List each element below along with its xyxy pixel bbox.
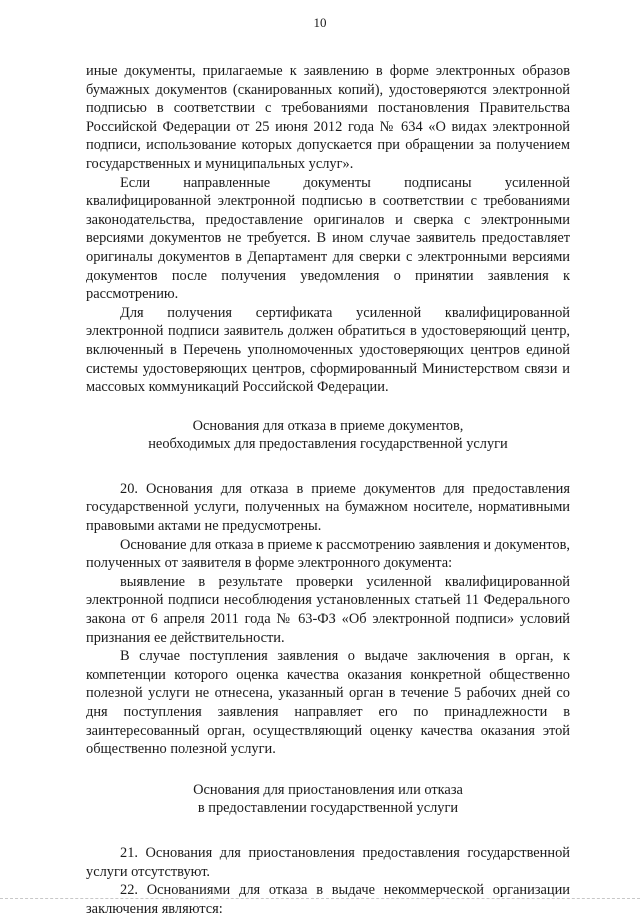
paragraph: Для получения сертификата усиленной квалифицированной электронной подписи заявитель должен обратиться в удостоверяющий центр, включенный в Перечень уполномоченных удостоверяющих центров единой системы удостоверяющих центров, сформированный Министерством связи и массовых коммуникаций Российской Федерации. <box>86 304 570 396</box>
paragraph: Основание для отказа в приеме к рассмотрению заявления и документов, полученных от заявителя в форме электронного документа: <box>86 536 570 572</box>
section-heading-line: необходимых для предоставления государственной услуги <box>148 436 508 453</box>
section-heading <box>86 417 570 454</box>
section-body <box>86 480 570 759</box>
paragraph: 20. Основания для отказа в приеме документов для предоставления государственной услуги, полученных на бумажном носителе, нормативными правовыми актами не предусмотрены. <box>86 480 570 535</box>
page-bottom-edge <box>0 898 640 901</box>
section-heading <box>86 781 570 818</box>
paragraph: В случае поступления заявления о выдаче заключения в орган, к компетенции которого оценка качества оказания конкретной общественно полезной услуги не отнесена, указанный орган в течение 5 рабочих дней со дня поступления заявления направляет его по принадлежности в заинтересованный орган, осуществляющий оценку качества оказания этой общественно полезной услуги. <box>86 648 570 758</box>
paragraph: Если направленные документы подписаны усиленной квалифицированной электронной подписью в соответствии с требованиями законодательства, предоставление оригиналов и сверка с электронными версиями документов не требуется. В ином случае заявитель предоставляет оригиналы документов в Департамент для сверки с электронными версиями документов после получения уведомления о принятии заявления к рассмотрению. <box>86 174 570 303</box>
paragraph: выявление в результате проверки усиленной квалифицированной электронной подписи несоблюдения установленных статьей 11 Федерального закона от 6 апреля 2011 года № 63-ФЗ «Об электронной подписи» условий признания ее действительности. <box>86 573 570 646</box>
paragraph: 21. Основания для приостановления предоставления государственной услуги отсутствуют. <box>86 844 570 880</box>
section-heading-line: Основания для отказа в приеме документов, <box>192 417 464 434</box>
paragraph: 22. Основаниями для отказа в выдаче некоммерческой организации заключения являются: <box>86 882 570 917</box>
section-body <box>86 844 570 918</box>
paragraph: иные документы, прилагаемые к заявлению в форме электронных образов бумажных документов (сканированных копий), удостоверяются электронной подписью в соответствии с требованиями постановления Правительства Российской Федерации от 25 июня 2012 года № 634 «О видах электронной подписи, использование которых допускается при обращении за получением государственных и муниципальных услуг». <box>86 63 570 172</box>
page-number: 10 <box>313 15 327 30</box>
document-body <box>86 62 570 918</box>
section-heading-line: в предоставлении государственной услуги <box>197 800 459 817</box>
section-heading-line: Основания для приостановления или отказа <box>193 781 463 798</box>
